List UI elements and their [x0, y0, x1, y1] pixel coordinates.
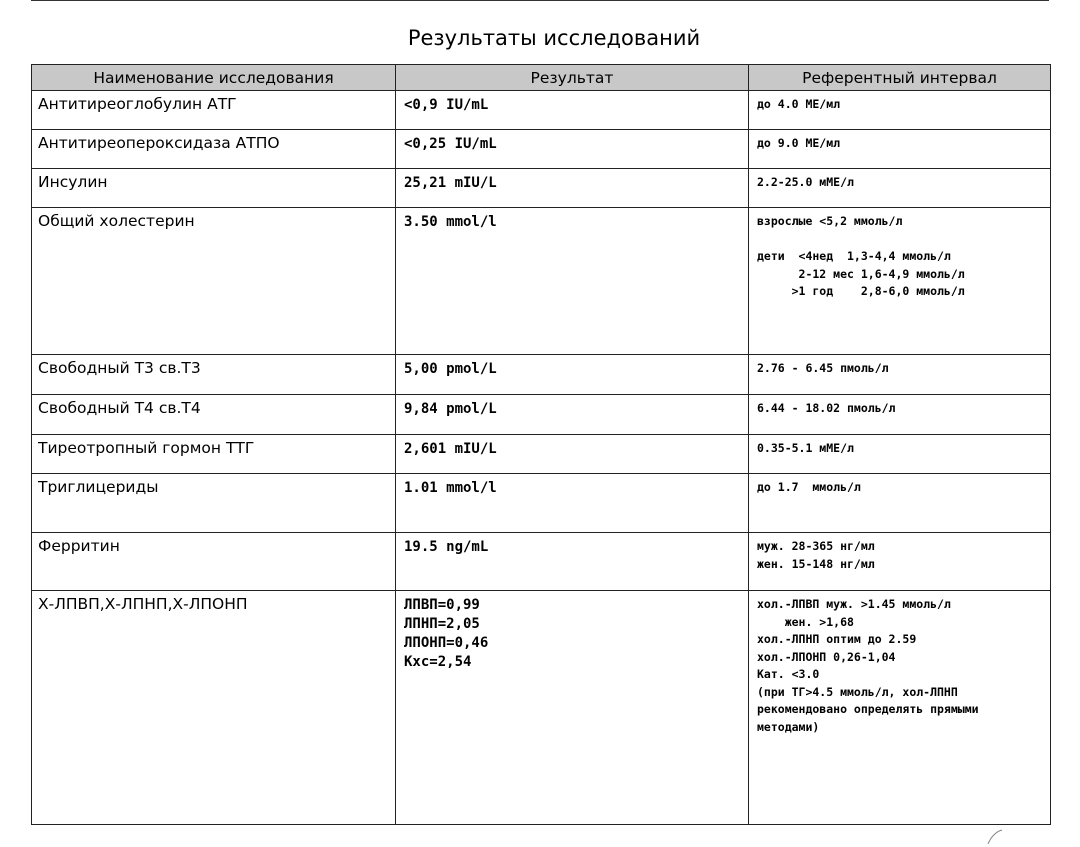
- reference-interval: 2.2-25.0 мМЕ/л: [749, 169, 1051, 208]
- test-name: Инсулин: [32, 169, 396, 208]
- table-row: [32, 91, 1051, 130]
- table-row: [32, 355, 1051, 395]
- test-name: Общий холестерин: [32, 208, 396, 355]
- column-header-result: Результат: [396, 65, 749, 91]
- column-header-reference: Референтный интервал: [749, 65, 1051, 91]
- test-result: <0,9 IU/mL: [396, 91, 749, 130]
- test-result: 2,601 mIU/L: [396, 435, 749, 474]
- table-row: [32, 591, 1051, 825]
- reference-interval: 0.35-5.1 мМЕ/л: [749, 435, 1051, 474]
- test-result: 9,84 pmol/L: [396, 395, 749, 435]
- reference-interval: до 1.7 ммоль/л: [749, 474, 1051, 533]
- test-name: Антитиреоглобулин АТГ: [32, 91, 396, 130]
- test-result: 5,00 pmol/L: [396, 355, 749, 395]
- column-header-name: Наименование исследования: [32, 65, 396, 91]
- reference-interval: 2.76 - 6.45 пмоль/л: [749, 355, 1051, 395]
- reference-interval: взрослые <5,2 ммоль/л дети <4нед 1,3-4,4 ммоль/л 2-12 мес 1,6-4,9 ммоль/л >1 год 2,8-6,0 ммоль/л: [749, 208, 1051, 355]
- reference-interval: 6.44 - 18.02 пмоль/л: [749, 395, 1051, 435]
- table-row: [32, 208, 1051, 355]
- page-title: Результаты исследований: [407, 26, 701, 50]
- table-row: [32, 533, 1051, 591]
- reference-interval: до 9.0 МЕ/мл: [749, 130, 1051, 169]
- test-name: Антитиреопероксидаза АТПО: [32, 130, 396, 169]
- table-row: [32, 130, 1051, 169]
- test-result: <0,25 IU/mL: [396, 130, 749, 169]
- test-name: Триглицериды: [32, 474, 396, 533]
- top-rule: [31, 0, 1049, 1]
- reference-interval: муж. 28-365 нг/мл жен. 15-148 нг/мл: [749, 533, 1051, 591]
- results-table: [31, 64, 1051, 825]
- table-row: [32, 474, 1051, 533]
- table-header-row: [32, 65, 1051, 91]
- test-result: 1.01 mmol/l: [396, 474, 749, 533]
- test-name: Х-ЛПВП,Х-ЛПНП,Х-ЛПОНП: [32, 591, 396, 825]
- reference-interval: до 4.0 МЕ/мл: [749, 91, 1051, 130]
- test-name: Ферритин: [32, 533, 396, 591]
- test-name: Тиреотропный гормон ТТГ: [32, 435, 396, 474]
- reference-interval: хол.-ЛПВП муж. >1.45 ммоль/л жен. >1,68 хол.-ЛПНП оптим до 2.59 хол.-ЛПОНП 0,26-1,04 Кат. <3.0 (при ТГ>4.5 ммоль/л, хол-ЛПНП рекомендовано определять прямыми методами): [749, 591, 1051, 825]
- test-result: ЛПВП=0,99 ЛПНП=2,05 ЛПОНП=0,46 Кхс=2,54: [396, 591, 749, 825]
- test-name: Свободный Т3 св.Т3: [32, 355, 396, 395]
- test-result: 19.5 ng/mL: [396, 533, 749, 591]
- test-name: Свободный Т4 св.Т4: [32, 395, 396, 435]
- table-row: [32, 435, 1051, 474]
- table-row: [32, 395, 1051, 435]
- test-result: 3.50 mmol/l: [396, 208, 749, 355]
- table-row: [32, 169, 1051, 208]
- pen-mark-icon: [986, 829, 1006, 845]
- test-result: 25,21 mIU/L: [396, 169, 749, 208]
